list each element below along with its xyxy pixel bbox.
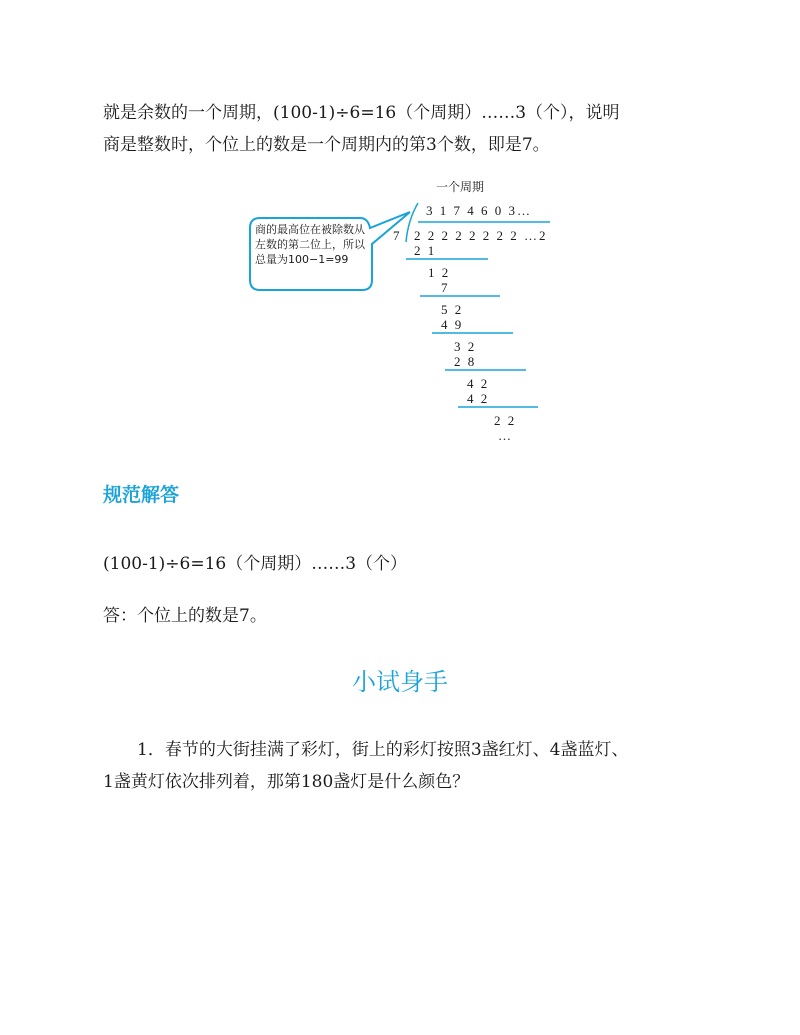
step-subtract-1: 2 1 — [414, 243, 437, 258]
step-subtract-2: 7 — [441, 280, 450, 295]
question-1-line-1: 1．春节的大街挂满了彩灯，街上的彩灯按照3盏红灯、4盏蓝灯、 — [137, 740, 629, 760]
answer-formula: (100-1)÷6=16（个周期）……3（个） — [103, 554, 408, 574]
step-remainder-4: 4 2 — [467, 376, 490, 391]
answer-result: 答：个位上的数是7。 — [103, 606, 267, 626]
question-1-line-2: 1盏黄灯依次排列着，那第180盏灯是什么颜色？ — [103, 772, 470, 792]
step-subtract-5: 4 2 — [467, 391, 490, 406]
step-subtract-4: 2 8 — [454, 354, 477, 369]
answer-heading: 规范解答 — [103, 484, 180, 506]
step-remainder-5: 2 2 — [494, 413, 517, 428]
dividend: 2 2 2 2 2 2 2 2 …2 — [414, 228, 548, 243]
divisor: 7 — [393, 228, 402, 243]
intro-line-2: 商是整数时，个位上的数是一个周期内的第3个数，即是7。 — [103, 135, 550, 155]
long-division-diagram — [240, 172, 570, 447]
step-remainder-3: 3 2 — [454, 339, 477, 354]
step-subtract-3: 4 9 — [441, 317, 464, 332]
step-remainder-1: 1 2 — [428, 265, 451, 280]
step-remainder-2: 5 2 — [441, 302, 464, 317]
intro-line-1: 就是余数的一个周期，(100-1)÷6=16（个周期）……3（个），说明 — [103, 103, 620, 123]
step-ellipsis: … — [498, 428, 513, 443]
quotient: 3 1 7 4 6 0 3… — [426, 203, 532, 218]
bubble-note: 商的最高位在被除数从左数的第二位上，所以总量为100−1=99 — [255, 223, 365, 266]
period-caption: 一个周期 — [436, 180, 485, 194]
practice-title: 小试身手 — [352, 668, 448, 696]
